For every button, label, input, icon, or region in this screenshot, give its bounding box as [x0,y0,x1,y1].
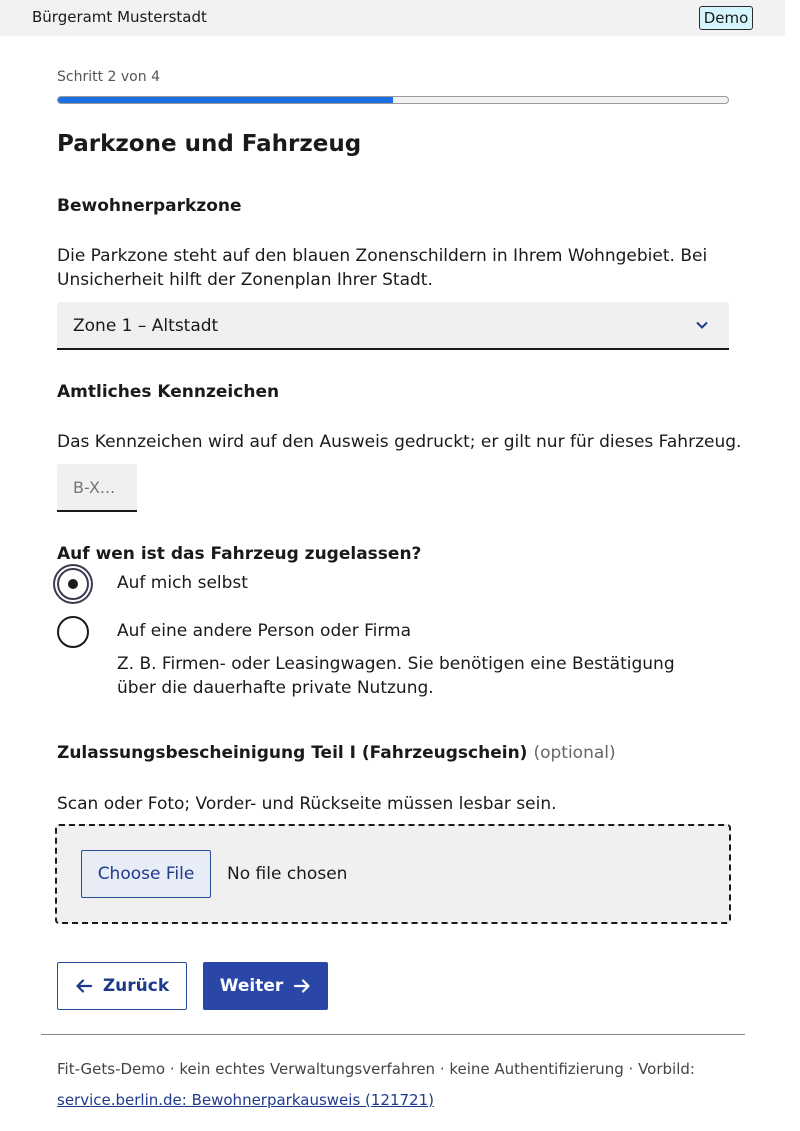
plate-hint: Das Kennzeichen wird auf den Ausweis gedruckt; er gilt nur für dieses Fahrzeug. [57,432,742,452]
back-button-label: Zurück [102,976,170,996]
upload-label-text: Zulassungsbescheinigung Teil I (Fahrzeugschein) [57,743,528,763]
choose-file-button[interactable]: Choose File [81,850,211,898]
zone-label: Bewohnerparkzone [57,196,242,216]
radio-other-hint: Z. B. Firmen- oder Leasingwagen. Sie benötigen eine Bestätigung über die dauerhafte private Nutzung. [117,654,675,698]
file-dropzone[interactable] [55,824,731,924]
chevron-down-icon [695,318,709,332]
footer-source-link[interactable]: service.berlin.de: Bewohnerparkausweis (121721) [57,1091,434,1109]
plate-input[interactable] [57,464,137,512]
next-button[interactable] [203,962,328,1010]
radio-other-label[interactable]: Auf eine andere Person oder Firma [117,621,412,641]
progress-bar-fill [58,97,393,103]
upload-hint: Scan oder Foto; Vorder- und Rückseite müssen lesbar sein. [57,794,557,814]
page-title: Parkzone und Fahrzeug [57,131,362,157]
arrow-left-icon [75,977,93,995]
optional-tag: (optional) [533,743,616,763]
footer-text: Fit-Gets-Demo · kein echtes Verwaltungsverfahren · keine Authentifizierung · Vorbild: [57,1060,695,1078]
file-status: No file chosen [227,864,348,884]
step-indicator: Schritt 2 von 4 [57,69,160,85]
demo-badge: Demo [699,6,753,30]
top-bar [0,0,785,36]
back-button[interactable] [57,962,187,1010]
upload-label [57,743,616,763]
registration-question: Auf wen ist das Fahrzeug zugelassen? [57,544,422,564]
zone-select-value: Zone 1 – Altstadt [73,316,219,336]
radio-self[interactable] [57,568,89,600]
footer-divider [41,1034,745,1035]
agency-name: Bürgeramt Musterstadt [32,8,207,26]
zone-hint: Die Parkzone steht auf den blauen Zonenschildern in Ihrem Wohngebiet. Bei Unsicherheit hilft der Zonenplan Ihrer Stadt. [57,246,708,290]
zone-select[interactable] [57,302,729,350]
arrow-right-icon [293,977,311,995]
radio-other[interactable] [57,616,89,648]
radio-self-label[interactable]: Auf mich selbst [117,573,248,593]
plate-label: Amtliches Kennzeichen [57,382,280,402]
next-button-label: Weiter [219,976,284,996]
progress-bar [57,96,729,104]
